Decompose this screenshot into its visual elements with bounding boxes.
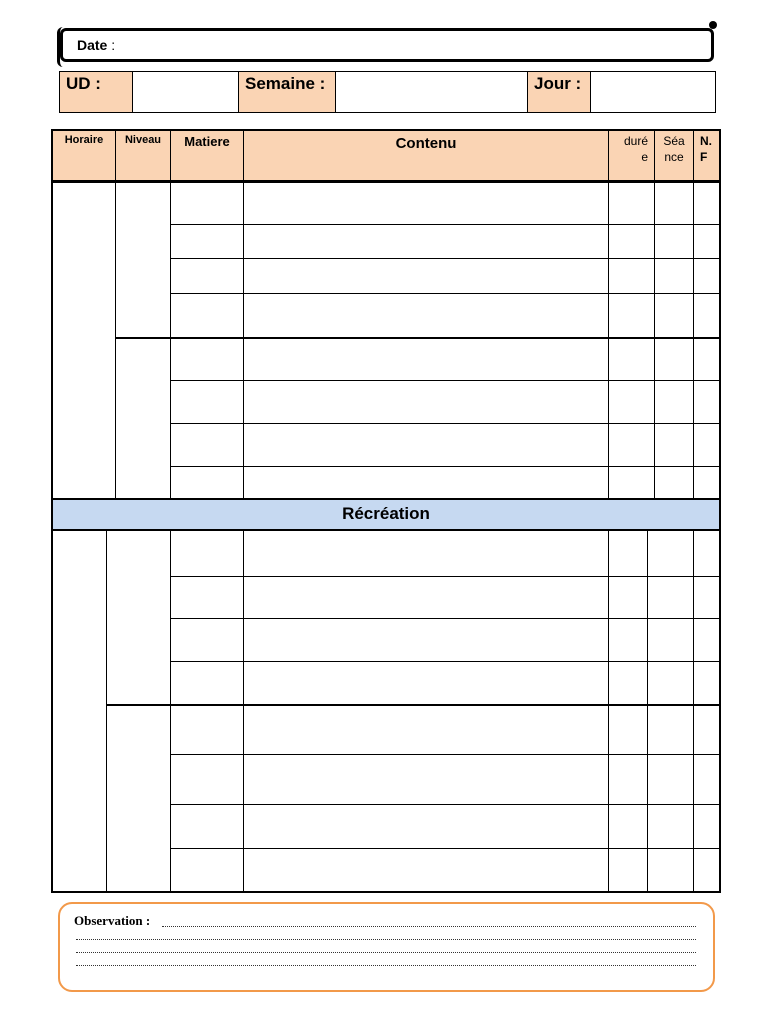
date-banner: [60, 28, 714, 62]
grid-line: [171, 754, 719, 755]
grid-line: [170, 531, 171, 891]
grid-line: [171, 466, 719, 467]
grid-line: [171, 618, 719, 619]
info-row: [59, 71, 716, 113]
observation-line[interactable]: [76, 965, 696, 966]
grid-line: [693, 531, 694, 891]
observation-line[interactable]: [76, 939, 696, 940]
grid-line: [171, 423, 719, 424]
semaine-label: Semaine :: [239, 72, 336, 112]
grid-line: [654, 183, 655, 498]
banner-curl-decoration: [57, 27, 70, 67]
column-header-matiere: Matiere: [171, 131, 244, 183]
banner-dot-decoration: [709, 21, 717, 29]
grid-line: [115, 183, 116, 498]
grid-line: [171, 380, 719, 381]
grid-line: [243, 531, 244, 891]
grid-line: [647, 531, 648, 891]
grid-line: [106, 531, 107, 891]
grid-line: [243, 183, 244, 498]
column-header-nf: N. F: [694, 131, 719, 183]
recreation-row: Récréation: [53, 498, 719, 531]
ud-field[interactable]: [133, 72, 239, 112]
grid-line: [608, 183, 609, 498]
ud-label: UD :: [60, 72, 133, 112]
grid-line: [171, 848, 719, 849]
observation-line[interactable]: [76, 952, 696, 953]
grid-line: [171, 661, 719, 662]
grid-line: [171, 804, 719, 805]
observation-box[interactable]: [58, 902, 715, 992]
column-header-duree: duré e: [609, 131, 655, 183]
grid-line: [693, 183, 694, 498]
column-header-contenu: Contenu: [244, 131, 609, 183]
grid-line: [171, 576, 719, 577]
grid-line: [116, 337, 719, 339]
grid-line: [608, 531, 609, 891]
jour-field[interactable]: [591, 72, 715, 112]
grid-line: [171, 258, 719, 259]
date-label: Date :: [77, 37, 116, 53]
column-header-niveau: Niveau: [116, 131, 171, 183]
grid-line: [107, 704, 719, 706]
jour-label: Jour :: [528, 72, 591, 112]
grid-line: [170, 183, 171, 498]
column-header-horaire: Horaire: [53, 131, 116, 183]
grid-line: [171, 224, 719, 225]
observation-label: Observation :: [74, 913, 151, 928]
observation-line[interactable]: [162, 926, 696, 927]
schedule-table: [51, 129, 721, 893]
semaine-field[interactable]: [336, 72, 528, 112]
column-header-seance: Séa nce: [655, 131, 694, 183]
grid-line: [171, 293, 719, 294]
